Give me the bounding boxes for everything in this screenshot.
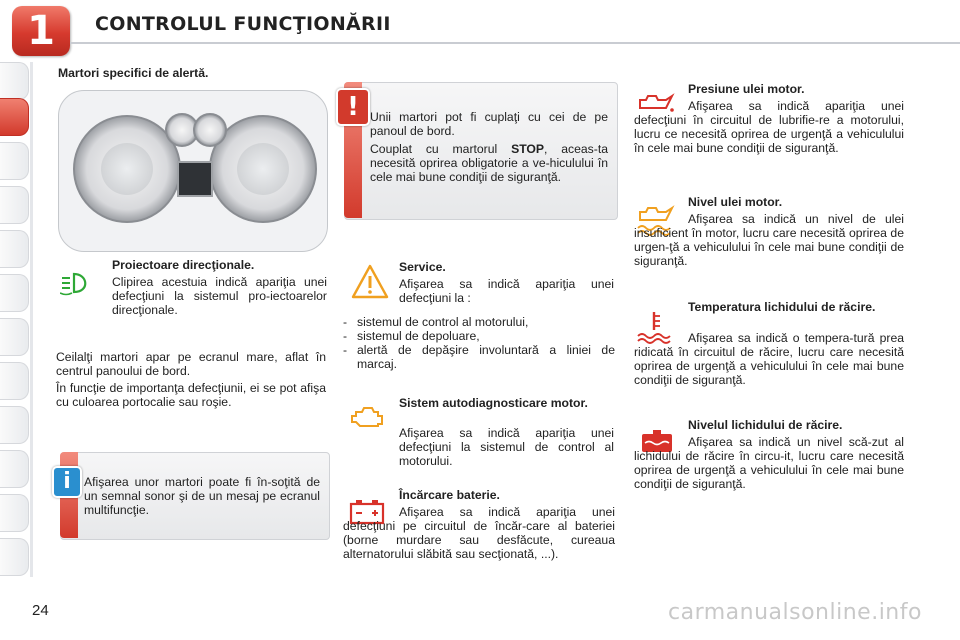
chapter-tabs	[0, 62, 32, 582]
headlamps-title: Proiectoare direcţionale.	[112, 258, 255, 272]
chapter-tab[interactable]	[0, 142, 29, 180]
info-note-text: Afişarea unor martori poate fi în-soţită de un semnal sonor şi de un mesaj pe ecranul multifuncţie.	[84, 475, 320, 517]
instrument-panel-illustration	[58, 90, 328, 252]
autodiag-title: Sistem autodiagnosticare motor.	[399, 396, 588, 410]
page-number: 24	[32, 602, 49, 619]
service-list	[343, 315, 615, 371]
center-display	[177, 161, 213, 197]
header-divider	[70, 42, 960, 44]
exclamation-icon: !	[336, 88, 370, 126]
service-body: Afişarea sa indică apariţia unei defecţiuni la :	[399, 277, 614, 305]
alert-paragraph-2: Couplat cu martorul STOP, aceas-ta necesită oprirea obligatorie a ve-hiculului în cele mai bune condiţii de siguranţă.	[370, 142, 608, 184]
coolant-level-title: Nivelul lichidului de răcire.	[688, 418, 843, 432]
alert-paragraph-1: Unii martori pot fi cuplaţi cu cei de pe panoul de bord.	[370, 110, 608, 138]
oil-level-title: Nivel ulei motor.	[688, 195, 783, 209]
chapter-tab[interactable]	[0, 274, 29, 312]
left-text	[56, 350, 326, 409]
battery-title: Încărcare baterie.	[399, 488, 500, 502]
chapter-tab[interactable]	[0, 538, 29, 576]
chapter-tab[interactable]	[0, 186, 29, 224]
battery-body: Afişarea sa indică apariţia unei defecţiuni pe circuitul de încăr-care al bateriei (borne murdare sau desfăcute, cureaua alternatorului slăbită sau secţionată, ...).	[343, 505, 615, 561]
service-warning-icon	[350, 262, 390, 302]
service-list-item: - alertă de depăşire involuntară a liniei de marcaj.	[343, 343, 615, 371]
page-title: CONTROLUL FUNCŢIONĂRII	[95, 13, 391, 35]
temperature-gauge	[193, 113, 227, 147]
service-list-item: - sistemul de depoluare,	[343, 329, 615, 343]
coolant-temp-body: Afişarea sa indică o tempera-tură prea ridicată în circuitul de răcire, lucru care necesită oprirea de urgenţă a vehiculului în cele mai bune condiţii de siguranţă.	[634, 331, 904, 387]
alert-note-text	[370, 110, 608, 184]
watermark: carmanualsonline.info	[668, 600, 922, 625]
chapter-tab[interactable]	[0, 318, 29, 356]
chapter-tab[interactable]	[0, 62, 29, 100]
service-list-item: - sistemul de control al motorului,	[343, 315, 615, 329]
chapter-tab-active[interactable]	[0, 98, 29, 136]
directional-headlamps-icon	[60, 270, 94, 296]
chapter-number-badge: 1	[12, 6, 70, 56]
chapter-tab[interactable]	[0, 406, 29, 444]
chapter-tab[interactable]	[0, 450, 29, 488]
chapter-tab[interactable]	[0, 362, 29, 400]
chapter-tab[interactable]	[0, 230, 29, 268]
left-paragraph-2: În funcţie de importanţa defecţiunii, ei se pot afişa cu culoarea portocalie sau roşie.	[56, 381, 326, 409]
coolant-level-body: Afişarea sa indică un nivel scă-zut al lichidului de răcire în circu-it, lucru care necesită oprirea de urgenţă a vehiculului în cele mai bune condiţii de siguranţă.	[634, 435, 904, 491]
info-icon: i	[52, 466, 82, 498]
oil-pressure-body: Afişarea sa indică apariţia unei defecţiuni în circuitul de lubrifie-re a motorului, lucru ce necesită oprirea de urgenţă a vehiculului în cele mai bune condiţii de siguranţă.	[634, 99, 904, 155]
coolant-temp-title: Temperatura lichidului de răcire.	[688, 300, 876, 314]
headlamps-body: Clipirea acestuia indică apariţia unei defecţiuni la sistemul pro-iectoarelor direcţionale.	[112, 275, 327, 317]
section-title: Martori specifici de alertă.	[58, 66, 209, 80]
autodiag-body: Afişarea sa indică apariţia unei defecţiuni la sistemul de control al motorului.	[399, 426, 614, 468]
service-title: Service.	[399, 260, 446, 274]
oil-level-body: Afişarea sa indică un nivel de ulei insuficient în motor, lucru care necesită oprirea de urgen-ţă a vehiculului în cele mai bune condiţii de siguranţă.	[634, 212, 904, 268]
engine-check-icon	[350, 404, 386, 430]
oil-pressure-title: Presiune ulei motor.	[688, 82, 805, 96]
left-paragraph-1: Ceilalţi martori apar pe ecranul mare, aflat în centrul panoului de bord.	[56, 350, 326, 378]
chapter-tab[interactable]	[0, 494, 29, 532]
